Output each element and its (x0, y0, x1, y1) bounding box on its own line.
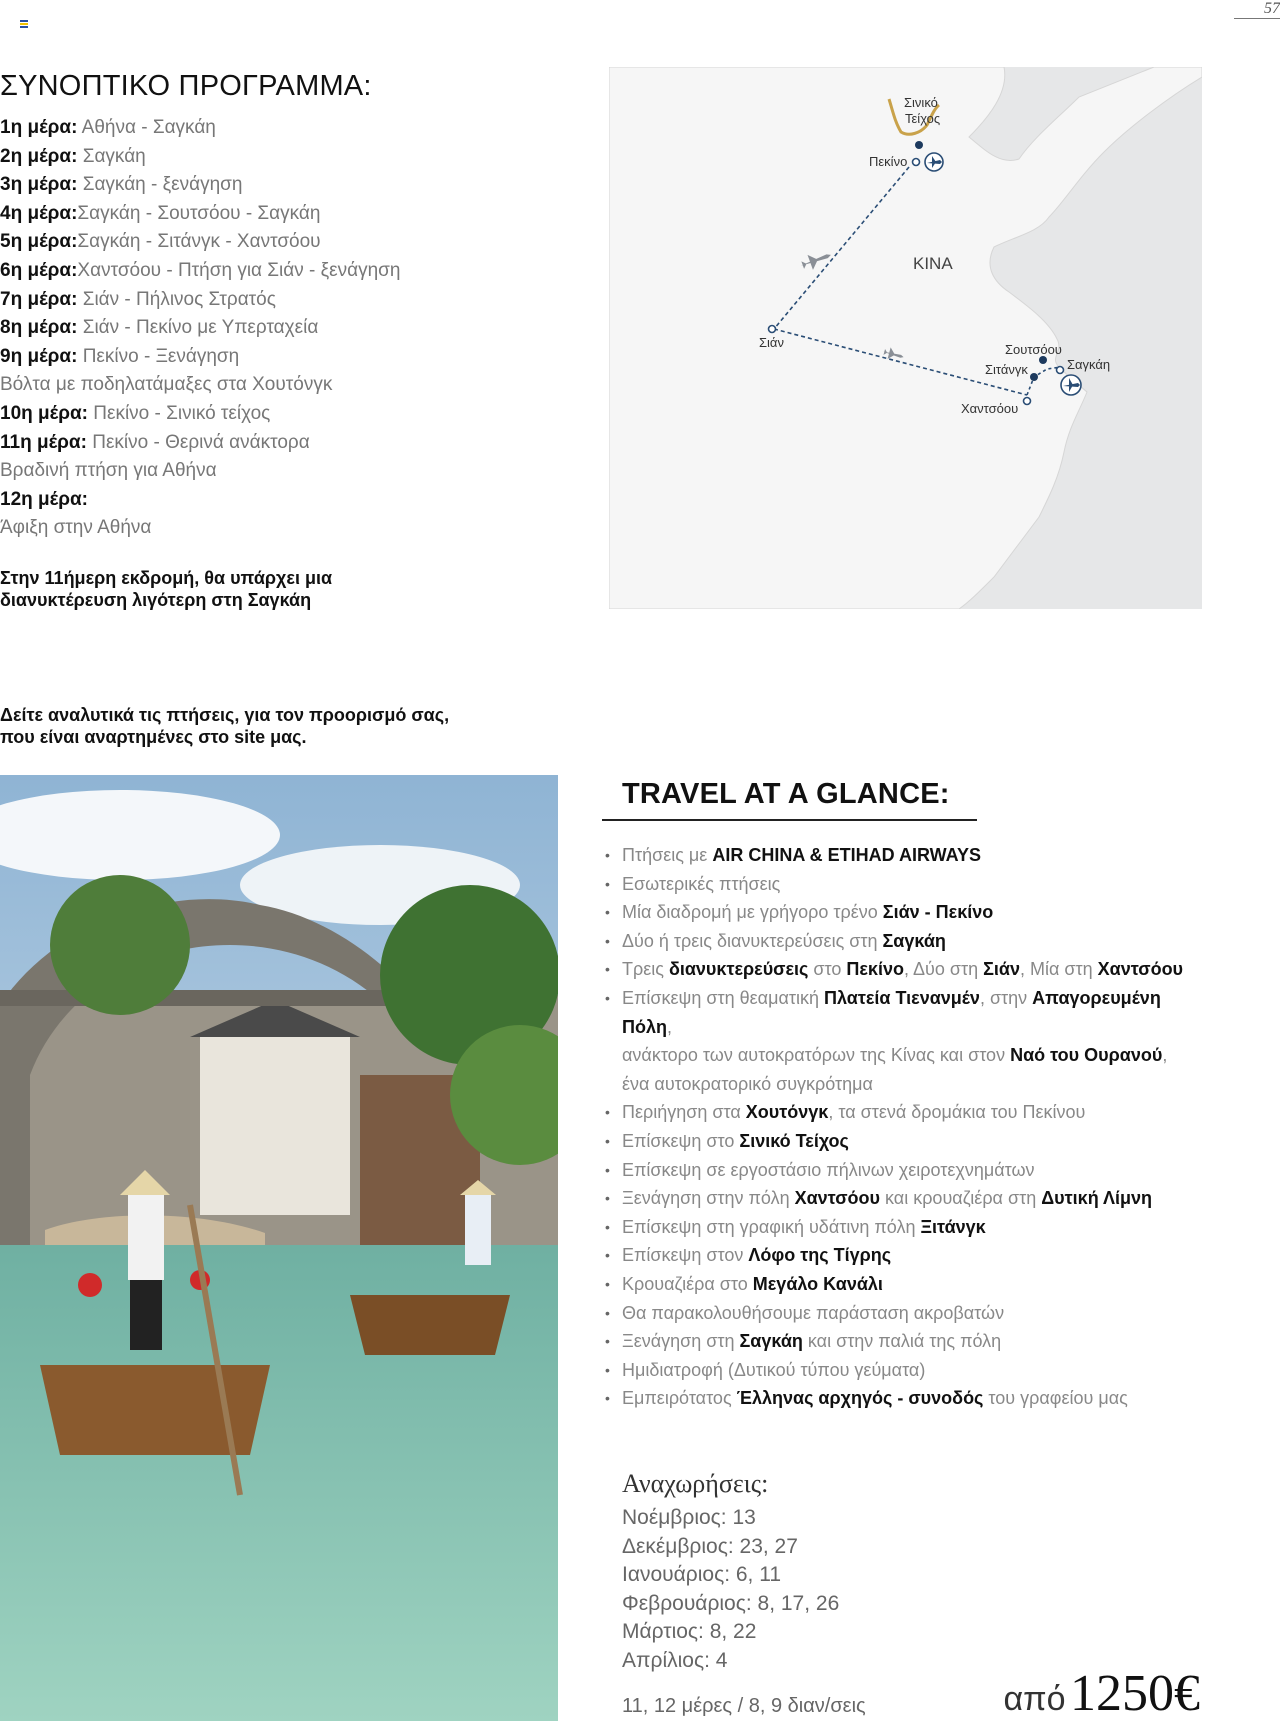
glance-item (602, 1156, 1202, 1185)
day-label: 2η μέρα: (0, 145, 78, 167)
glance-item (602, 841, 1202, 870)
glance-item (602, 1356, 1202, 1385)
day-text: Σαγκάη - Σιτάνγκ - Χαντσόου (77, 231, 321, 253)
day-label: 7η μέρα: (0, 288, 78, 310)
glance-item-highlight: Ξιτάνγκ (920, 1216, 986, 1237)
glance-item-highlight: Έλληνας αρχηγός - συνοδός (736, 1388, 984, 1409)
glance-item-text: Τρεις (622, 959, 669, 980)
itinerary-day (0, 400, 590, 429)
glance-item (602, 1299, 1202, 1328)
beijing-airport-icon (925, 153, 943, 171)
glance-item-text: και κρουαζιέρα στη (880, 1188, 1042, 1209)
itinerary-day (0, 514, 590, 543)
glance-item (602, 1127, 1202, 1156)
glance-item-text: Εμπειρότατος (622, 1388, 737, 1409)
boat-main (40, 1365, 270, 1455)
day-label: 5η μέρα: (0, 231, 78, 253)
canal-town-photo (0, 775, 558, 1721)
day-text: Βόλτα με ποδηλατάμαξες στα Χουτόνγκ (0, 374, 333, 396)
shanghai-airport-icon (1061, 375, 1081, 395)
departure-month: Ιανουάριος: 6, 11 (622, 1563, 782, 1587)
glance-item-text: ανάκτορο των αυτοκρατόρων της Κίνας και στον (622, 1045, 1011, 1066)
day-label: 3η μέρα: (0, 174, 78, 196)
glance-item-text: Δύο ή τρεις διανυκτερεύσεις στη (622, 930, 883, 951)
itinerary-day (0, 228, 590, 257)
day-text: Σαγκάη (77, 145, 146, 167)
glance-item-highlight: Χουτόνγκ (745, 1102, 829, 1123)
itinerary-day (0, 114, 590, 143)
beijing-dot (913, 159, 920, 166)
glance-item (602, 870, 1202, 899)
glance-item-highlight: Σιάν (983, 959, 1020, 980)
red-lantern (78, 1273, 102, 1297)
itinerary-day (0, 371, 590, 400)
departures-list (622, 1504, 839, 1676)
boatman-legs (130, 1280, 162, 1350)
price-prefix: από (1003, 1680, 1066, 1718)
boatman (128, 1195, 164, 1280)
glance-item (602, 1270, 1202, 1299)
day-label: 12η μέρα: (0, 488, 88, 510)
wall-label-2: Τείχος (905, 111, 941, 126)
glance-item-text: Ξενάγηση στη (622, 1331, 740, 1352)
glance-item-highlight: Σαγκάη (882, 930, 946, 951)
xitang-dot (1030, 373, 1038, 381)
glance-item-text: , Μία στη (1020, 959, 1098, 980)
day-label: 4η μέρα: (0, 202, 78, 224)
country-label: ΚΙΝΑ (913, 254, 953, 273)
itinerary-day (0, 143, 590, 172)
glance-item (602, 955, 1202, 984)
glance-item-text: Επίσκεψη στη γραφική υδάτινη πόλη (622, 1216, 921, 1237)
glance-item-text: Επίσκεψη σε εργοστάσιο πήλινων χειροτεχνημάτων (622, 1159, 1035, 1180)
white-house (200, 1035, 350, 1215)
glance-item (602, 1098, 1202, 1127)
departures-title: Αναχωρήσεις: (622, 1469, 769, 1498)
hangzhou-label: Χαντσόου (961, 401, 1019, 416)
itinerary-day (0, 429, 590, 458)
glance-item-highlight: Πλατεία Τιενανμέν (823, 987, 980, 1008)
china-map-svg (609, 67, 1202, 609)
day-label: 1η μέρα: (0, 117, 78, 138)
glance-item-highlight: AIR CHINA & ETIHAD AIRWAYS (712, 845, 982, 865)
wall-label-1: Σινικό (904, 95, 938, 110)
beijing-label: Πεκίνο (869, 154, 908, 169)
glance-item-highlight: Λόφο της Τίγρης (748, 1245, 892, 1266)
flights-note: Δείτε αναλυτικά τις πτήσεις, για τον προορισμό σας, που είναι αναρτημένες στο site μας. (0, 705, 450, 747)
glance-item-highlight: Σινικό Τείχος (739, 1130, 849, 1151)
glance-item-text: στο (808, 959, 847, 980)
shanghai-label: Σαγκάη (1067, 357, 1111, 372)
glance-item (602, 1184, 1202, 1213)
glance-item-text: Επίσκεψη στο (622, 1130, 740, 1151)
route-map (609, 67, 1202, 609)
glance-item-highlight: Πεκίνο (846, 959, 904, 980)
suzhou-dot (1039, 356, 1047, 364)
day-text: Αθήνα - Σαγκάη (77, 117, 216, 138)
canal-photo-svg (0, 775, 558, 1721)
departure-month: Δεκέμβριος: 23, 27 (622, 1534, 798, 1558)
departure-month: Μάρτιος: 8, 22 (622, 1620, 757, 1644)
price-amount: 1250€ (1070, 1665, 1200, 1722)
glance-item-text: Επίσκεψη στον (622, 1245, 749, 1266)
xian-dot (769, 326, 776, 333)
boatman-second (465, 1195, 491, 1265)
glance-item-highlight: Σιάν - Πεκίνο (882, 902, 994, 923)
glance-item-text: , (667, 1016, 673, 1037)
itinerary-day (0, 314, 590, 343)
glance-item-text: ένα αυτοκρατορικό συγκρότημα (622, 1073, 873, 1094)
day-text: Πεκίνο - Ξενάγηση (77, 345, 240, 367)
itinerary-day (0, 257, 590, 286)
page-number: 57 (1264, 0, 1280, 17)
itinerary-day (0, 343, 590, 372)
glance-item-text: Κρουαζιέρα στο (622, 1273, 753, 1294)
shanghai-dot (1057, 367, 1064, 374)
glance-item-highlight: Δυτική Λίμνη (1041, 1188, 1153, 1209)
departure-month: Απρίλιος: 4 (622, 1648, 728, 1672)
xian-label: Σιάν (759, 335, 784, 350)
glance-item-text: , στην (979, 987, 1033, 1008)
glance-item (602, 1241, 1202, 1270)
day-label: 6η μέρα: (0, 259, 78, 281)
hangzhou-dot (1024, 398, 1031, 405)
day-text: Πεκίνο - Σινικό τείχος (87, 402, 271, 424)
wall-dot (915, 141, 923, 149)
glance-item-highlight: Μεγάλο Κανάλι (752, 1273, 883, 1294)
glance-item-text: Πτήσεις με (622, 845, 713, 865)
glance-title-rule (602, 819, 977, 821)
tree-left (50, 875, 190, 1015)
itinerary-day (0, 200, 590, 229)
day-text: Πεκίνο - Θερινά ανάκτορα (86, 431, 310, 453)
glance-item (602, 927, 1202, 956)
itinerary-day (0, 171, 590, 200)
glance-item-text: Περιήγηση στα (622, 1102, 746, 1123)
program-title: ΣΥΝΟΠΤΙΚΟ ΠΡΟΓΡΑΜΜΑ: (0, 70, 372, 102)
glance-item-highlight: Ναό του Ουρανού (1010, 1045, 1163, 1066)
day-label: 10η μέρα: (0, 402, 88, 424)
day-text: Άφιξη στην Αθήνα (0, 517, 152, 539)
eleven-day-note: Στην 11ήμερη εκδρομή, θα υπάρχει μια διανυκτέρευση λιγότερη στη Σαγκάη (0, 568, 333, 610)
glance-item-text: Μία διαδρομή με γρήγορο τρένο (622, 902, 883, 923)
boat-second (350, 1295, 510, 1355)
glance-item (602, 1384, 1202, 1413)
glance-item-text: , Δύο στη (903, 959, 984, 980)
greek-flag-icon (20, 20, 28, 27)
glance-item-highlight: Χαντσόου (1097, 959, 1184, 980)
trip-duration: 11, 12 μέρες / 8, 9 διαν/σεις (622, 1695, 866, 1717)
glance-item-highlight: Σαγκάη (739, 1331, 803, 1352)
glance-item-text: του γραφείου μας (983, 1388, 1128, 1409)
glance-item-text: Εσωτερικές πτήσεις (622, 873, 781, 894)
itinerary-day (0, 486, 590, 515)
glance-item (602, 1213, 1202, 1242)
day-text: Σαγκάη - Σουτσόου - Σαγκάη (77, 202, 321, 224)
day-text: Βραδινή πτήση για Αθήνα (0, 460, 217, 482)
glance-item-text: και στην παλιά της πόλη (802, 1331, 1002, 1352)
departure-month: Νοέμβριος: 13 (622, 1506, 756, 1529)
page-number-rule (1234, 18, 1280, 19)
glance-item-text: Ημιδιατροφή (Δυτικού τύπου γεύματα) (622, 1359, 926, 1380)
glance-title: TRAVEL AT A GLANCE: (622, 778, 950, 810)
itinerary-day (0, 286, 590, 315)
day-text: Σιάν - Πήλινος Στρατός (77, 288, 276, 310)
xitang-label: Σιτάνγκ (985, 362, 1028, 377)
glance-item (602, 1327, 1202, 1356)
glance-item-text: Επίσκεψη στη θεαματική (622, 987, 824, 1008)
glance-item-highlight: Απαγορευμένη Πόλη (622, 987, 1161, 1037)
glance-item (602, 984, 1202, 1098)
departure-month: Φεβρουάριος: 8, 17, 26 (622, 1591, 840, 1615)
glance-item-highlight: διανυκτερεύσεις (668, 959, 809, 980)
price-tag (1004, 1664, 1200, 1723)
glance-item-text: Θα παρακολουθήσουμε παράσταση ακροβατών (622, 1302, 1005, 1323)
suzhou-label: Σουτσόου (1005, 342, 1062, 357)
bridge-railing (0, 990, 430, 1006)
day-label: 11η μέρα: (0, 431, 87, 453)
glance-item-highlight: Χαντσόου (794, 1188, 880, 1209)
glance-item (602, 898, 1202, 927)
glance-item-text: Ξενάγηση στην πόλη (622, 1188, 795, 1209)
day-text: Σιάν - Πεκίνο με Υπερταχεία (77, 317, 319, 339)
day-text: Σαγκάη - ξενάγηση (77, 174, 243, 196)
itinerary-day (0, 457, 590, 486)
itinerary-list (0, 114, 590, 543)
glance-item-text: , (1162, 1045, 1168, 1066)
day-label: 9η μέρα: (0, 345, 78, 367)
glance-item-text: , τα στενά δρομάκια του Πεκίνου (828, 1102, 1086, 1123)
day-text: Χαντσόου - Πτήση για Σιάν - ξενάγηση (77, 259, 401, 281)
day-label: 8η μέρα: (0, 317, 78, 339)
glance-list (602, 841, 1202, 1413)
